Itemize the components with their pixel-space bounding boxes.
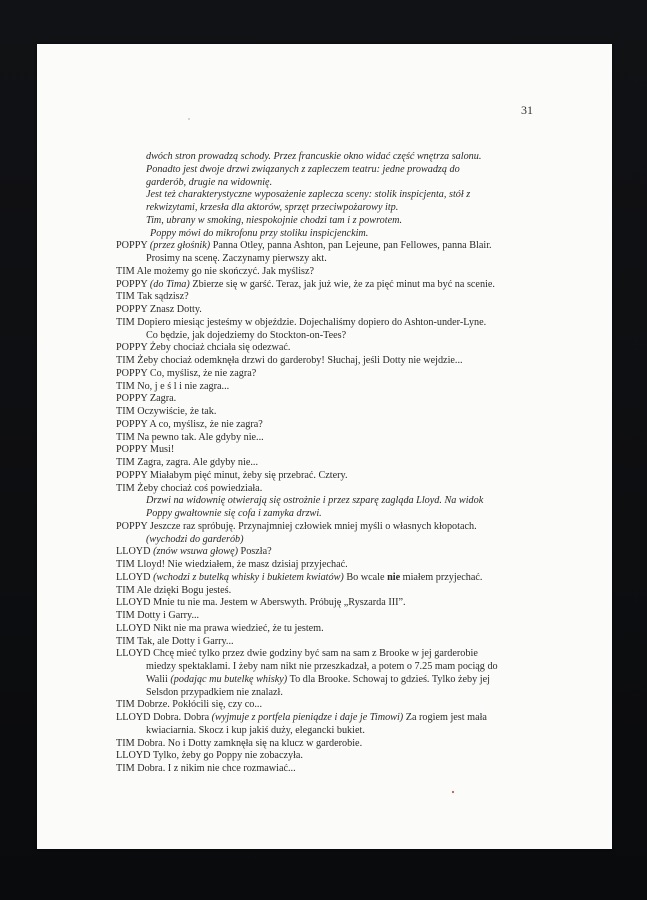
speaker-name: POPPY	[116, 304, 148, 315]
dialogue-text: Tak, ale Dotty i Garry...	[137, 635, 234, 647]
speaker-name: POPPY	[116, 342, 148, 354]
dust-speck-mark	[188, 118, 190, 120]
speaker-name: TIM	[116, 380, 135, 392]
stage-direction-text: Jest też charakterystyczne wyposażenie zaplecza sceny: stolik inspicjenta, stół z	[146, 189, 471, 201]
inline-direction: (przez głośnik)	[149, 240, 211, 252]
speaker-name: POPPY	[116, 520, 148, 532]
dialogue-line	[116, 559, 546, 572]
speaker-name: LLOYD	[116, 648, 151, 660]
dialogue-text: To dla Brooke. Schowaj to gdzieś. Tylko żeby jej	[289, 673, 490, 685]
dialogue-text: A co, myślisz, że nie zagra?	[149, 418, 263, 430]
dialogue-text: Co będzie, jak dojedziemy do Stockton-on-Tees?	[146, 329, 347, 341]
speaker-name: TIM	[116, 737, 135, 749]
red-speck-mark	[452, 791, 454, 793]
dialogue-line	[116, 610, 546, 623]
dialogue-line	[116, 381, 546, 394]
speaker-name: TIM	[116, 406, 135, 417]
speaker-name: TIM	[116, 610, 135, 621]
stage-direction-text: Ponadto jest dwoje drzwi związanych z zapleczem teatru: jedne prowadzą do	[146, 163, 460, 175]
speaker-name: TIM	[116, 559, 135, 570]
dialogue-text: miedzy spektaklami. I żeby nam nikt nie przeszkadzał, a potem o 7.25 mam pociąg do	[146, 661, 498, 672]
dialogue-text: Tak sądzisz?	[137, 291, 189, 303]
dialogue-text: Oczywiście, że tak.	[137, 406, 217, 417]
dialogue-text: Dobra. I z nikim nie chce rozmawiać...	[137, 763, 296, 774]
dialogue-line	[116, 304, 546, 317]
dialogue-text: miałem przyjechać.	[402, 571, 483, 583]
speaker-name: LLOYD	[116, 750, 151, 762]
speaker-name: POPPY	[116, 444, 148, 456]
page-number: 31	[521, 103, 533, 117]
dialogue-line	[116, 636, 546, 649]
speaker-name: LLOYD	[116, 622, 151, 634]
dialogue-line	[116, 648, 546, 661]
stage-direction	[116, 177, 546, 190]
stage-direction-text: Tim, ubrany w smoking, niespokojnie chodzi tam i z powrotem.	[146, 214, 402, 226]
dialogue-text: Na pewno tak. Ale gdyby nie...	[137, 431, 264, 443]
dialogue-text: Selsdon przypadkiem nie znalazł.	[146, 686, 283, 698]
dialogue-continuation	[116, 674, 546, 687]
speaker-name: TIM	[116, 763, 135, 774]
speaker-name: TIM	[116, 431, 135, 443]
dialogue-line	[116, 470, 546, 483]
script-text	[116, 151, 546, 776]
dialogue-text: Dobra. Dobra	[153, 712, 210, 723]
dialogue-continuation	[116, 687, 546, 700]
speaker-name: LLOYD	[116, 571, 151, 583]
stage-direction-text: garderób, drugie na widownię.	[146, 176, 273, 188]
dialogue-line	[116, 546, 546, 559]
dialogue-text: Poszła?	[240, 546, 272, 558]
dialogue-text: Bo wcale	[346, 571, 385, 583]
dialogue-text: Za rogiem jest mała	[405, 712, 487, 723]
speaker-name: TIM	[116, 635, 135, 647]
dialogue-line	[116, 572, 546, 585]
stage-direction	[116, 151, 546, 164]
speaker-name: POPPY	[116, 367, 148, 379]
speaker-name: LLOYD	[116, 712, 151, 723]
stage-direction	[116, 215, 546, 228]
dialogue-line	[116, 585, 546, 598]
dialogue-text: Zagra.	[149, 393, 177, 405]
stage-direction-text: rekwizytami, krzesła dla aktorów, sprzęt przeciwpożarowy itp.	[146, 202, 399, 213]
stage-direction-text: Poppy gwałtownie się cofa i zamyka drzwi.	[146, 508, 322, 519]
dialogue-line	[116, 317, 546, 330]
stage-direction-text: Poppy mówi do mikrofonu przy stoliku inspicjenckim.	[150, 227, 369, 239]
dialogue-text: Chcę mieć tylko przez dwie godziny być sam na sam z Brooke w jej garderobie	[153, 648, 478, 660]
dialogue-line	[116, 291, 546, 304]
dialogue-continuation	[116, 253, 546, 266]
speaker-name: LLOYD	[116, 597, 151, 609]
emphasized-word: nie	[387, 571, 401, 583]
dialogue-continuation	[116, 661, 546, 674]
dialogue-text: Dotty i Garry...	[137, 610, 200, 621]
inline-direction: (znów wsuwa głowę)	[153, 546, 238, 558]
dialogue-text: Dopiero miesiąc jesteśmy w objeździe. Dojechaliśmy dopiero do Ashton-under-Lyne.	[137, 316, 487, 328]
dialogue-text: Ale dzięki Bogu jesteś.	[136, 584, 232, 596]
dialogue-text: Żeby chociaż odemknęła drzwi do garderoby! Słuchaj, jeśli Dotty nie wejdzie...	[137, 355, 463, 366]
dialogue-text: No, j e ś l i nie zagra...	[137, 380, 230, 392]
speaker-name: TIM	[116, 699, 135, 711]
dialogue-text: Miałabym pięć minut, żeby się przebrać. Cztery.	[149, 469, 348, 481]
speaker-name: TIM	[116, 482, 135, 494]
speaker-name: POPPY	[116, 469, 148, 481]
inline-direction: (wyjmuje z portfela pieniądze i daje je Timowi)	[211, 712, 404, 723]
inline-direction: (do Tima)	[149, 278, 190, 290]
dialogue-line	[116, 623, 546, 636]
stage-direction	[116, 164, 546, 177]
dialogue-line	[116, 266, 546, 279]
speaker-name: TIM	[116, 265, 135, 277]
dialogue-continuation	[116, 725, 546, 738]
speaker-name: POPPY	[116, 393, 148, 405]
speaker-name: TIM	[116, 316, 135, 328]
stage-direction	[116, 495, 546, 508]
speaker-name: TIM	[116, 584, 135, 596]
dialogue-line	[116, 457, 546, 470]
dialogue-text: Lloyd! Nie wiedziałem, że masz dzisiaj przyjechać.	[137, 559, 348, 570]
speaker-name: TIM	[116, 457, 135, 468]
stage-direction-text: (wychodzi do garderób)	[146, 533, 244, 545]
dialogue-text: kwiaciarnia. Skocz i kup jakiś duży, elegancki bukiet.	[146, 724, 365, 736]
dialogue-line	[116, 355, 546, 368]
dialogue-text: Znasz Dotty.	[149, 304, 202, 315]
dialogue-line	[116, 483, 546, 496]
dialogue-text: Dobrze. Pokłócili się, czy co...	[137, 699, 262, 711]
speaker-name: POPPY	[116, 240, 148, 252]
stage-direction	[116, 534, 546, 547]
dialogue-line	[116, 699, 546, 712]
dialogue-text: Musi!	[149, 444, 175, 456]
dialogue-text: Tylko, żeby go Poppy nie zobaczyła.	[152, 750, 303, 762]
dialogue-line	[116, 342, 546, 355]
stage-direction	[116, 508, 546, 521]
inline-direction: (podając mu butelkę whisky)	[170, 673, 288, 685]
speaker-name: TIM	[116, 355, 135, 366]
speaker-name: TIM	[116, 291, 135, 303]
dialogue-line	[116, 240, 546, 253]
speaker-name: LLOYD	[116, 546, 151, 558]
inline-direction: (wchodzi z butelką whisky i bukietem kwiatów)	[153, 571, 344, 583]
dialogue-line	[116, 368, 546, 381]
dialogue-line	[116, 432, 546, 445]
dialogue-text: Żeby chociaż coś powiedziała.	[137, 482, 263, 494]
dialogue-line	[116, 419, 546, 432]
stage-direction	[116, 202, 546, 215]
dialogue-line	[116, 521, 546, 534]
dialogue-line	[116, 712, 546, 725]
dialogue-line	[116, 597, 546, 610]
dialogue-text: Co, myślisz, że nie zagra?	[149, 367, 257, 379]
dialogue-line	[116, 763, 546, 776]
dialogue-continuation	[116, 330, 546, 343]
dialogue-line	[116, 738, 546, 751]
dialogue-text: Ale możemy go nie skończyć. Jak myślisz?	[136, 265, 315, 277]
dialogue-text: Zagra, zagra. Ale gdyby nie...	[137, 457, 259, 468]
dialogue-text: Jeszcze raz spróbuję. Przynajmniej człowiek mniej myśli o własnych kłopotach.	[149, 520, 477, 532]
stage-direction-text: dwóch stron prowadzą schody. Przez francuskie okno widać część wnętrza salonu.	[146, 151, 482, 162]
dialogue-text: Mnie tu nie ma. Jestem w Aberswyth. Próbuję „Ryszarda III”.	[153, 597, 406, 609]
dialogue-line	[116, 750, 546, 763]
dialogue-line	[116, 406, 546, 419]
dialogue-line	[116, 444, 546, 457]
speaker-name: POPPY	[116, 418, 148, 430]
dialogue-text: Walii	[146, 673, 168, 685]
dialogue-text: Panna Otley, panna Ashton, pan Lejeune, pan Fellowes, panna Blair.	[212, 240, 492, 252]
dialogue-line	[116, 279, 546, 292]
dialogue-text: Nikt nie ma prawa wiedzieć, że tu jestem.	[153, 622, 324, 634]
dialogue-line	[116, 393, 546, 406]
speaker-name: POPPY	[116, 278, 148, 290]
dialogue-text: Dobra. No i Dotty zamknęła się na klucz w garderobie.	[137, 737, 363, 749]
stage-direction	[116, 228, 546, 241]
stage-direction-text: Drzwi na widownię otwierają się ostrożnie i przez szparę zagląda Lloyd. Na widok	[146, 495, 484, 507]
dialogue-text: Żeby chociaż chciała się odezwać.	[149, 342, 291, 354]
dialogue-text: Prosimy na scenę. Zaczynamy pierwszy akt.	[146, 253, 327, 264]
stage-direction	[116, 189, 546, 202]
dialogue-text: Zbierze się w garść. Teraz, jak już wie, że za pięć minut ma być na scenie.	[192, 278, 495, 290]
